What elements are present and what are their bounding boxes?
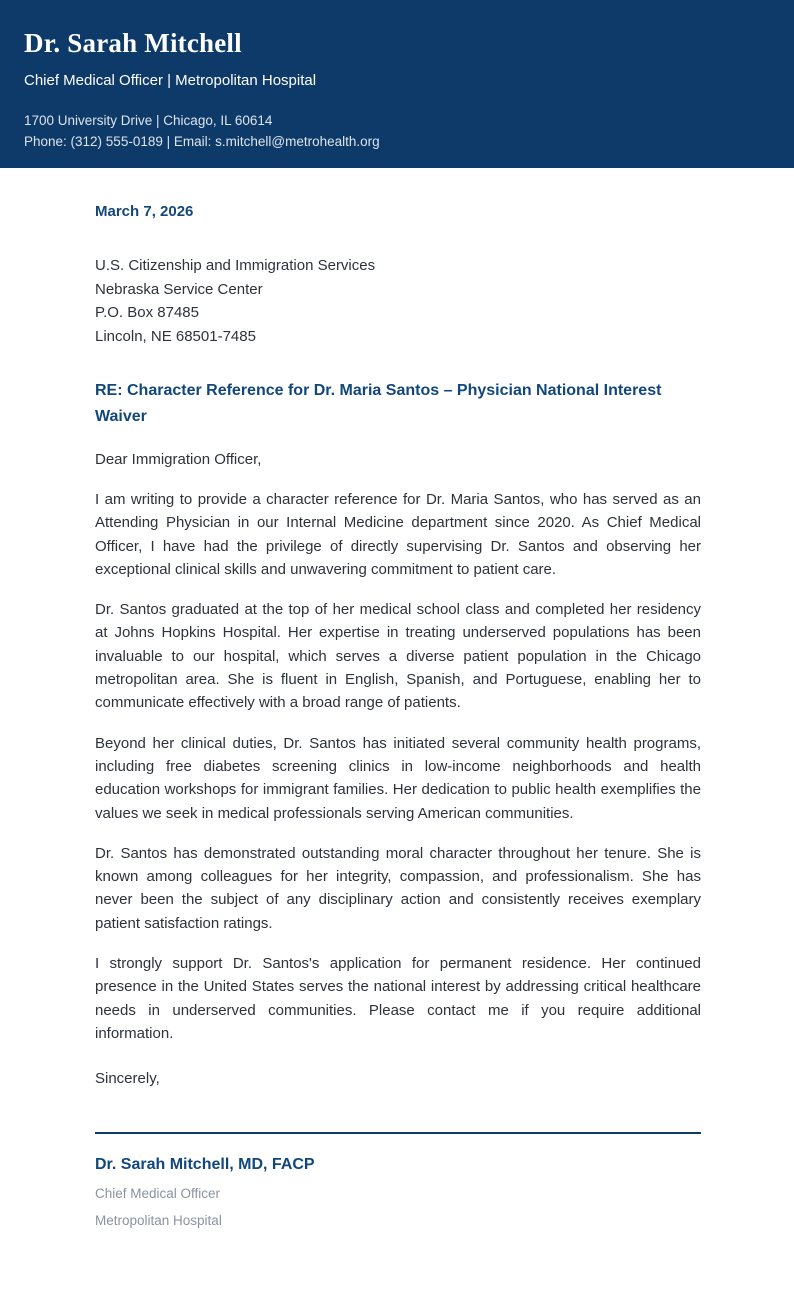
letter-body [95, 202, 701, 1230]
recipient-line: U.S. Citizenship and Immigration Services [95, 257, 376, 274]
letterhead [0, 0, 794, 168]
salutation: Dear Immigration Officer, [95, 451, 262, 468]
body-paragraph: Beyond her clinical duties, Dr. Santos has initiated several community health programs, including free diabetes screening clinics in low-income neighborhoods and health education workshops for immigrant families. Her dedication to public health exemplifies the values we seek in medical professionals serving American communities. [95, 734, 701, 822]
body-paragraph: Dr. Santos has demonstrated outstanding moral character throughout her tenure. She is known among colleagues for her integrity, compassion, and professionalism. She has never been the subject of any disciplinary action and consistently receives exemplary patient satisfaction ratings. [95, 844, 701, 932]
letterhead-address: 1700 University Drive | Chicago, IL 60614 [24, 113, 273, 128]
recipient-line: Nebraska Service Center [95, 280, 263, 298]
signature-divider [95, 1132, 701, 1134]
body-paragraph: I am writing to provide a character reference for Dr. Maria Santos, who has served as an Attending Physician in our Internal Medicine department since 2020. As Chief Medical Officer, I have had the privilege of directly supervising Dr. Santos and observing her exceptional clinical skills and unwavering commitment to patient care. [95, 491, 701, 578]
signature-organization: Metropolitan Hospital [95, 1213, 222, 1229]
recipient-address-block [95, 254, 701, 348]
signature-title: Chief Medical Officer [95, 1186, 221, 1202]
recipient-line: P.O. Box 87485 [95, 304, 199, 321]
letterhead-title: Chief Medical Officer | Metropolitan Hospital [24, 72, 317, 89]
body-paragraph: I strongly support Dr. Santos's application for permanent residence. Her continued presence in the United States serves the national interest by addressing critical healthcare needs in underserved communities. Please contact me if you require additional information. [95, 955, 701, 1042]
letterhead-name: Dr. Sarah Mitchell [24, 28, 242, 58]
letter-date: March 7, 2026 [95, 203, 194, 220]
signature-name: Dr. Sarah Mitchell, MD, FACP [95, 1156, 315, 1174]
closing: Sincerely, [95, 1070, 160, 1088]
recipient-line: Lincoln, NE 68501-7485 [95, 327, 256, 345]
letterhead-contact: Phone: (312) 555-0189 | Email: s.mitchell@metrohealth.org [24, 134, 380, 149]
body-paragraph: Dr. Santos graduated at the top of her medical school class and completed her residency at Johns Hopkins Hospital. Her expertise in treating underserved populations has been invaluable to our hospital, which serves a diverse patient population in the Chicago metropolitan area. She is fluent in English, Spanish, and Portuguese, enabling her to communicate effectively with a broad range of patients. [95, 601, 701, 712]
subject-line: RE: Character Reference for Dr. Maria Santos – Physician National Interest Waiver [95, 382, 662, 425]
